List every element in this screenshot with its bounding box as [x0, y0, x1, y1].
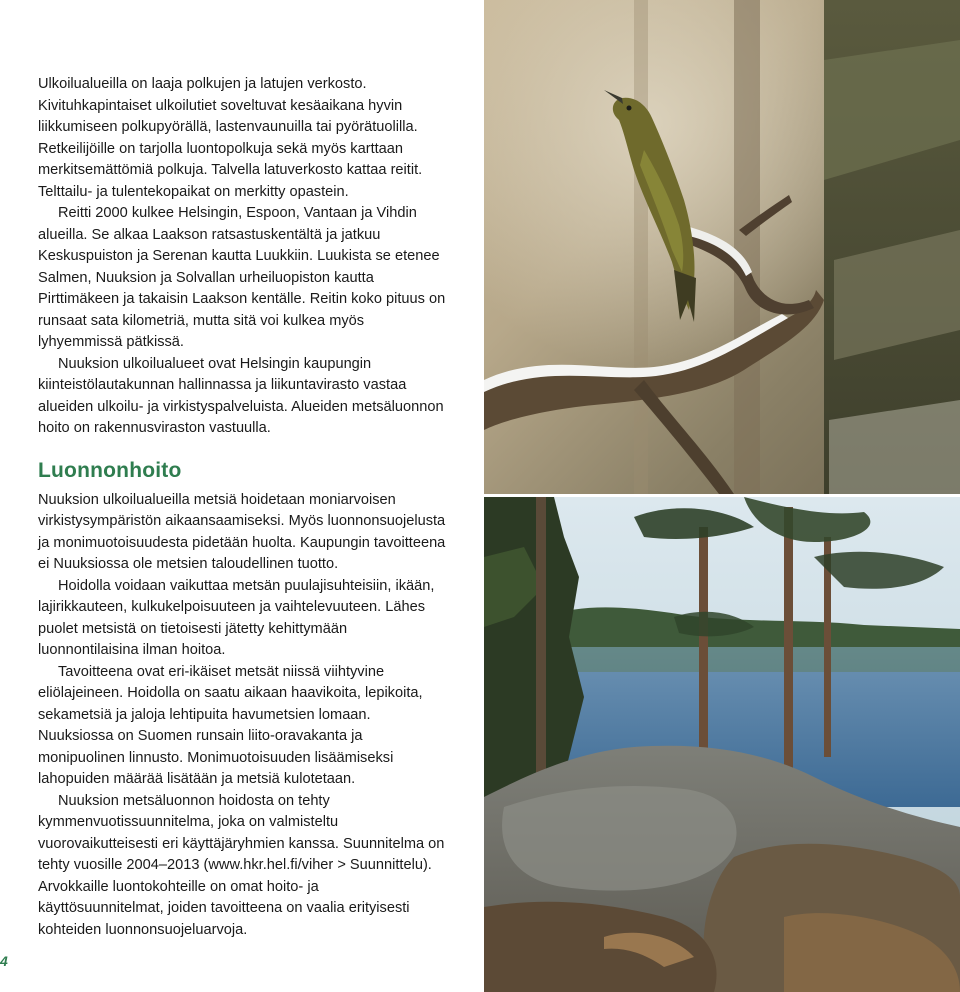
lake-forest-photo — [484, 497, 960, 992]
section-paragraph-3: Tavoitteena ovat eri-ikäiset metsät niissä viihtyvine eliölajeineen. Hoidolla on saatu aikaan haavikoita, lepikoita, sekametsiä ja jaloja lehtipuita havumetsien lomaan. Nuuksiossa on Suomen runsain liito-oravakanta ja monipuolinen linnusto. Monimuotoisuuden lisäämiseksi lahopuiden määrää lisätään ja metsiä kulotetaan. — [38, 663, 423, 787]
body-text-column — [38, 74, 448, 941]
intro-paragraph-2: Reitti 2000 kulkee Helsingin, Espoon, Vantaan ja Vihdin alueilla. Se alkaa Laakson ratsastuskentältä ja jatkuu Keskuspuiston ja Serenan kautta Luukkiin. Luukista se etenee Salmen, Nuuksion ja Solvallan urheiluopiston kautta Pirttimäkeen ja takaisin Laakson kentälle. Reitin koko pituus on runsaat sata kilometriä, mutta sitä voi kulkea myös lyhyemmissä pätkissä. — [38, 205, 446, 350]
section-paragraph-1: Nuuksion ulkoilualueilla metsiä hoidetaan moniarvoisen virkistysympäristön aikaansaamiseksi. Myös luonnonsuojelusta ja monimuotoisuudesta pidetään huolta. Kaupungin tavoitteena ei Nuuksiossa ole metsien taloudellinen tuotto. — [38, 491, 446, 572]
section-paragraph-2: Hoidolla voidaan vaikuttaa metsän puulajisuhteisiin, ikään, lajirikkauteen, kulkukelpoisuuteen ja vaihtelevuuteen. Lähes puolet metsistä on tietoisesti jätetty kehittymään luonnontilaisina ilman hoitoa. — [38, 577, 435, 658]
intro-paragraph-3: Nuuksion ulkoilualueet ovat Helsingin kaupungin kiinteistölautakunnan hallinnassa ja liikuntavirasto vastaa alueiden ulkoilu- ja virkistyspalveluista. Alueiden metsäluonnon hoito on rakennusviraston vastuulla. — [38, 355, 444, 436]
woodpecker-photo — [484, 0, 960, 494]
section-heading: Luonnonhoito — [38, 458, 182, 482]
section-paragraph-4: Nuuksion metsäluonnon hoidosta on tehty kymmenvuotissuunnitelma, joka on valmisteltu vuorovaikutteisesti eri käyttäjäryhmien kanssa. Suunnitelma on tehty vuosille 2004–2013 (www.hkr.hel.fi/viher > Suunnittelu). Arvokkaille luontokohteille on omat hoito- ja käyttösuunnitelmat, joiden tavoitteena on vaalia erityisesti kohteiden luonnonsuojeluarvoja. — [38, 792, 445, 938]
intro-paragraph-1: Ulkoilualueilla on laaja polkujen ja latujen verkosto. Kivituhkapintaiset ulkoilutiet soveltuvat kesäaikana hyvin liikkumiseen polkupyörällä, lastenvaunuilla tai pyörätuolilla. Retkeilijöille on tarjolla luontopolkuja sekä myös karttaan merkitsemättömiä polkuja. Talvella latuverkosto kattaa reitit. Telttailu- ja tulentekopaikat on merkitty opastein. — [38, 76, 423, 200]
page-number: 4 — [0, 953, 8, 969]
